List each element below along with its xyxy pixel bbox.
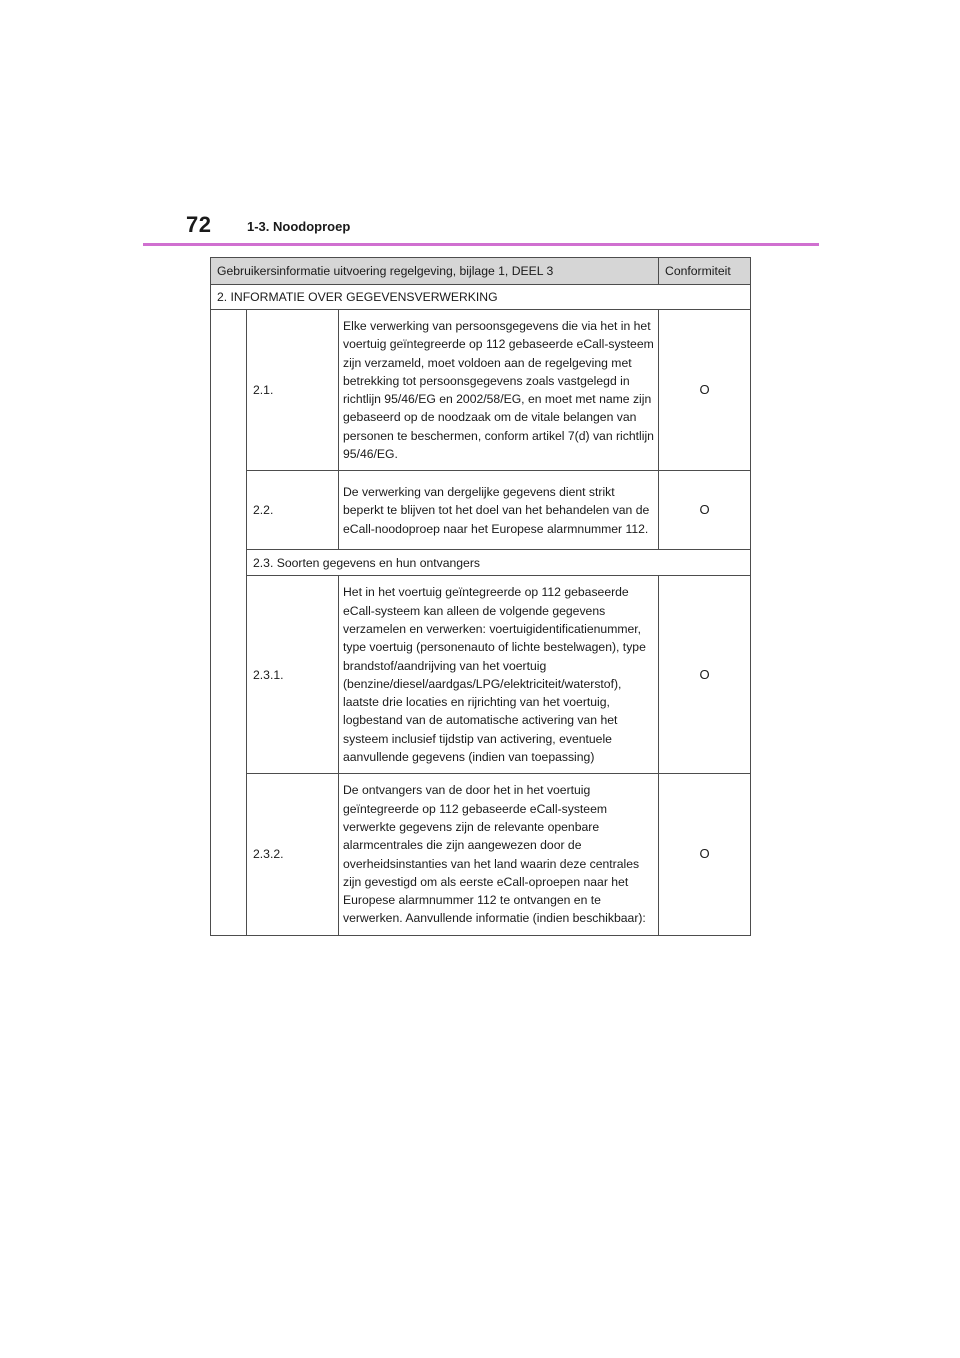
row-number: 2.3.2. (247, 774, 339, 935)
subsection-heading-row (211, 550, 751, 576)
section-heading-row (211, 285, 751, 310)
row-conformity: O (659, 774, 751, 935)
row-conformity: O (659, 310, 751, 471)
row-number: 2.1. (247, 310, 339, 471)
table-row (211, 774, 751, 935)
page-number: 72 (186, 212, 212, 237)
subsection-heading: 2.3. Soorten gegevens en hun ontvangers (247, 550, 751, 576)
row-text: De verwerking van dergelijke gegevens dient strikt beperkt te blijven tot het doel van het behandelen van de eCall-noodoproep naar het Europese alarmnummer 112. (339, 471, 659, 550)
section-heading: 2. INFORMATIE OVER GEGEVENSVERWERKING (211, 285, 751, 310)
column-header-conformity: Conformiteit (659, 258, 751, 285)
table-row (211, 576, 751, 774)
header-divider (143, 243, 819, 246)
indent-cell (211, 310, 247, 936)
section-title: 1-3. Noodoproep (247, 219, 351, 234)
row-number: 2.2. (247, 471, 339, 550)
row-text: Elke verwerking van persoonsgegevens die via het in het voertuig geïntegreerde op 112 gebaseerde eCall-systeem zijn verzameld, moet voldoen aan de regelgeving met betrekking tot persoonsgegevens zoals vastgelegd in richtlijn 95/46/EG en 2002/58/EG, en moet met name zijn gebaseerd op de noodzaak om de vitale belangen van personen te beschermen, conform artikel 7(d) van richtlijn 95/46/EG. (339, 310, 659, 471)
table-header-row (211, 258, 751, 285)
row-text: Het in het voertuig geïntegreerde op 112 gebaseerde eCall-systeem kan alleen de volgende gegevens verzamelen en verwerken: voertuigidentificatienummer, type voertuig (personenauto of lichte bestelwagen), type brandstof/aandrijving van het voertuig (benzine/diesel/aardgas/LPG/elektriciteit/waterstof), laatste drie locaties en rijrichting van het voertuig, logbestand van de automatische activering van het systeem inclusief tijdstip van activering, eventuele aanvullende gegevens (indien van toepassing) (339, 576, 659, 774)
column-header-main: Gebruikersinformatie uitvoering regelgeving, bijlage 1, DEEL 3 (211, 258, 659, 285)
row-conformity: O (659, 576, 751, 774)
row-number: 2.3.1. (247, 576, 339, 774)
page-header (0, 0, 960, 250)
table-row (211, 310, 751, 471)
regulation-table (210, 257, 751, 936)
row-text: De ontvangers van de door het in het voertuig geïntegreerde op 112 gebaseerde eCall-systeem verwerkte gegevens zijn de relevante openbare alarmcentrales die zijn aangewezen door de overheidsinstanties van het land waarin deze centrales zijn gevestigd om als eerste eCall-oproepen naar het Europese alarmnummer 112 te ontvangen en te verwerken. Aanvullende informatie (indien beschikbaar): (339, 774, 659, 935)
row-conformity: O (659, 471, 751, 550)
table-row (211, 471, 751, 550)
